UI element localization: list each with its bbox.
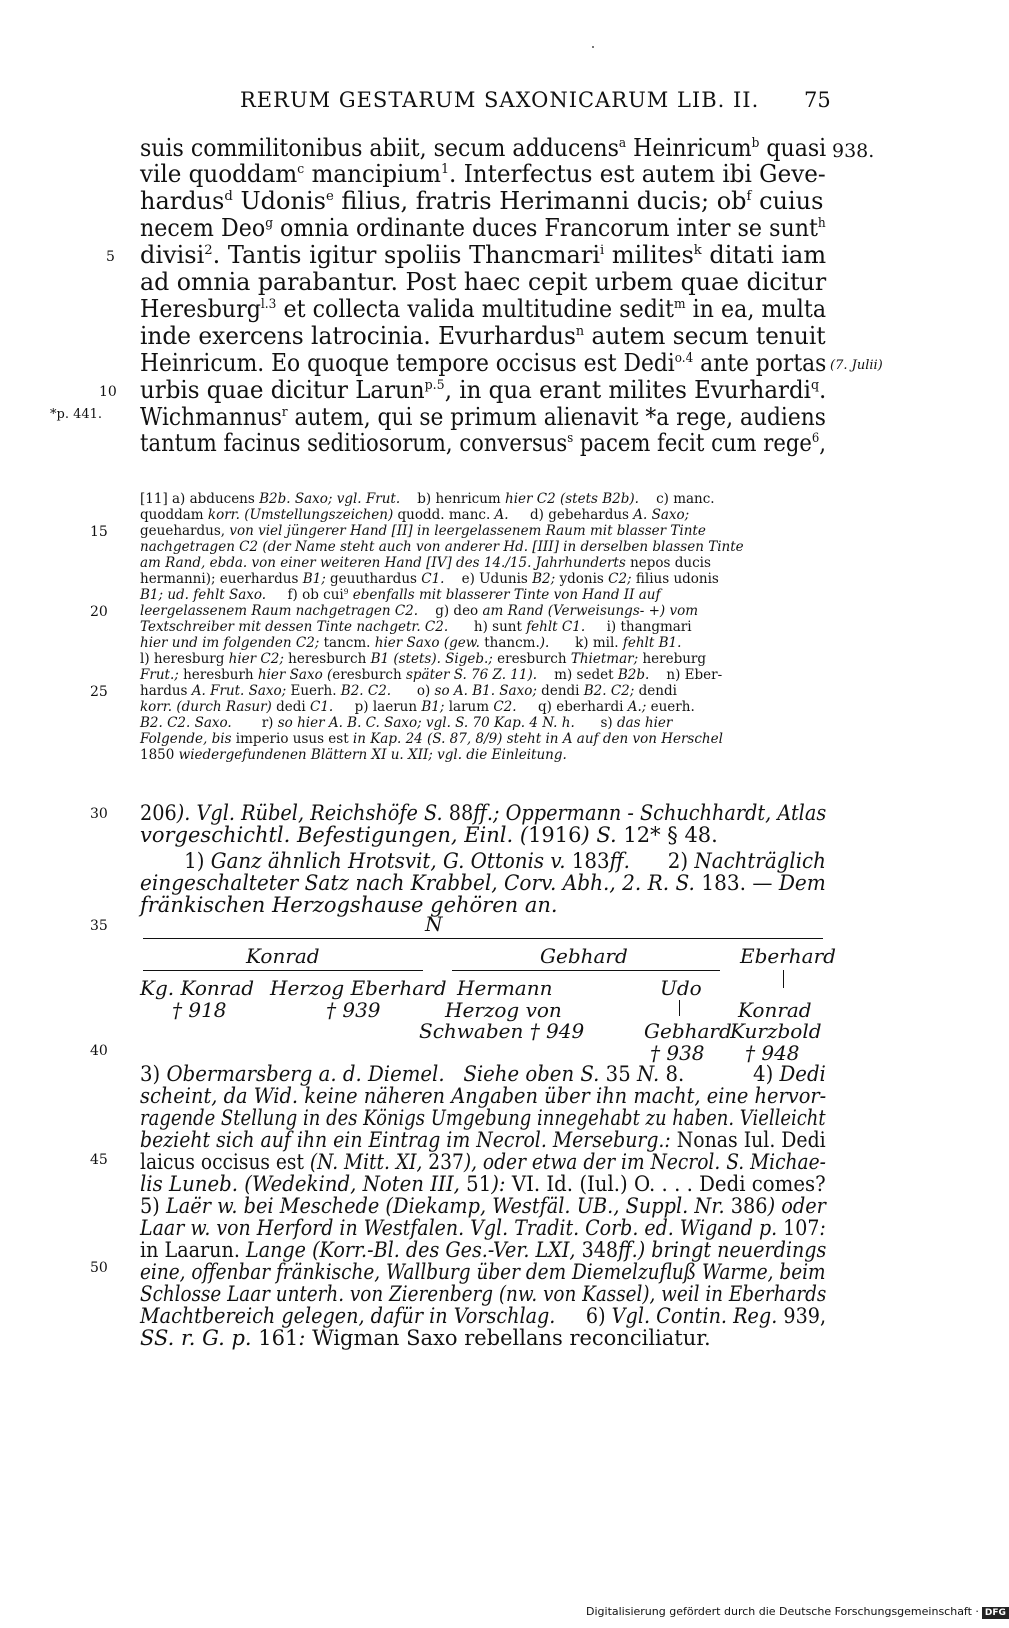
- footnote-line: hermanni); euerhardus B1; geuuthardus C1. e) Udunis B2; ydonis C2; filius udonis: [140, 571, 719, 587]
- commentary-line: fränkischen Herzogshause gehören an.: [140, 893, 558, 917]
- commentary-line: bezieht sich auf ihn ein Eintrag im Necrol. Merseburg.: Nonas Iul. Dedi: [140, 1128, 826, 1152]
- footnote-line: 1850 wiedergefundenen Blättern XI u. XII; vgl. die Einleitung.: [140, 747, 567, 763]
- line-number: 15: [90, 524, 108, 540]
- main-text-line: hardus$^d$ Udonis$^e$ filius, fratris Herimanni ducis; $ob^f$ cuius: [140, 187, 824, 215]
- main-text-line: suis commilitonibus abiit, secum adducens$^a$ Heinricum$^b$ quasi: [140, 134, 827, 162]
- main-text-line: necem Deo$^g$ omnia ordinante duces Francorum inter se sunt$^h$: [140, 214, 826, 242]
- running-header: RERUM GESTARUM SAXONICARUM LIB. II.: [240, 88, 760, 112]
- genealogy-rule: [143, 970, 423, 971]
- main-text-line: Heinricum. Eo quoque tempore occisus est Dedi$^{o.4}$ ante portas: [140, 349, 827, 377]
- commentary-line: 1) Ganz ähnlich Hrotsvit, G. Ottonis v. 183ff. 2) Nachträglich: [140, 849, 826, 873]
- footer-text: Digitalisierung gefördert durch die Deutsche Forschungsgemeinschaft ·: [586, 1605, 979, 1618]
- genealogy-person: Gebhard: [644, 1019, 732, 1043]
- genealogy-title: Schwaben † 949: [419, 1019, 585, 1043]
- footnote-line: geuehardus, von viel jüngerer Hand [II] in leergelassenem Raum mit blasser Tinte: [140, 523, 706, 539]
- footnote-line: Frut.; heresburh hier Saxo (eresburch später S. 76 Z. 11). m) sedet B2b. n) Eber-: [140, 667, 723, 683]
- footnote-line: Folgende, bis imperio usus est in Kap. 24 (S. 87, 8/9) steht in A auf den von Herschel: [140, 731, 723, 747]
- dfg-logo: DFG: [982, 1607, 1009, 1619]
- commentary-line: ragende Stellung in des Königs Umgebung innegehabt zu haben. Vielleicht: [140, 1106, 826, 1130]
- genealogy-branch-eberhard: Eberhard: [740, 944, 836, 968]
- line-number: 10: [99, 384, 117, 400]
- main-text-line: tantum facinus seditiosorum, conversus$^s$ pacem fecit cum rege$^6$,: [140, 429, 826, 457]
- genealogy-death: † 948: [745, 1041, 800, 1065]
- genealogy-death: † 939: [326, 998, 381, 1022]
- commentary-line: SS. r. G. p. 161: Wigman Saxo rebellans reconciliatur.: [140, 1326, 711, 1350]
- line-number: 45: [90, 1152, 108, 1168]
- commentary-line: laicus occisus est (N. Mitt. XI, 237), oder etwa der im Necrol. S. Michae-: [140, 1150, 826, 1174]
- commentary-line: eingeschalteter Satz nach Krabbel, Corv. Abh., 2. R. S. 183. — Dem: [140, 871, 826, 895]
- genealogy-root: N: [425, 912, 443, 936]
- footnote-line: korr. (durch Rasur) dedi C1. p) laerun B1; larum C2. q) eberhardi A.; euerh.: [140, 699, 695, 715]
- commentary-line: Schlosse Laar unterh. von Zierenberg (nw. von Kassel), weil in Eberhards: [140, 1282, 827, 1306]
- margin-page-ref: *p. 441.: [50, 407, 103, 422]
- genealogy-person: Hermann: [457, 976, 553, 1000]
- genealogy-person: Herzog Eberhard: [270, 976, 447, 1000]
- genealogy-death: † 918: [172, 998, 227, 1022]
- commentary-line: 5) Laër w. bei Meschede (Diekamp, Westfäl. UB., Suppl. Nr. 386) oder: [140, 1194, 826, 1218]
- dfg-footer: [586, 1605, 1009, 1619]
- scan-speck: [592, 46, 594, 48]
- genealogy-connector: [679, 1000, 680, 1016]
- footnote-line: nachgetragen C2 (der Name steht auch von anderer Hd. [III] in derselben blassen Tinte: [140, 539, 744, 555]
- main-text-line: Wichmannus$^r$ autem, qui se primum alienavit *a rege, audiens: [140, 403, 826, 431]
- genealogy-person: Kg. Konrad: [140, 976, 255, 1000]
- commentary-line: 206). Vgl. Rübel, Reichshöfe S. 88ff.; Oppermann - Schuchhardt, Atlas: [140, 801, 827, 825]
- footnote-line: hier und im folgenden C2; tancm. hier Saxo (gew. thancm.). k) mil. fehlt B1.: [140, 635, 682, 651]
- genealogy-rule: [143, 938, 823, 939]
- page-number: 75: [804, 88, 831, 112]
- main-text-line: ad omnia parabantur. Post haec cepit urbem quae dicitur: [140, 268, 827, 296]
- commentary-line: scheint, da Wid. keine näheren Angaben über ihn macht, eine hervor-: [140, 1084, 827, 1108]
- footnote-line: am Rand, ebda. von einer weiteren Hand [IV] des 14./15. Jahrhunderts nepos ducis: [140, 555, 711, 571]
- commentary-line: 3) Obermarsberg a. d. Diemel. Siehe oben S. 35 N. 8. 4) Dedi: [140, 1062, 826, 1086]
- line-number: 25: [90, 684, 108, 700]
- commentary-line: vorgeschichtl. Befestigungen, Einl. (1916) S. 12* § 48.: [140, 823, 718, 847]
- margin-year: 938.: [832, 140, 875, 162]
- commentary-line: Machtbereich gelegen, dafür in Vorschlag. 6) Vgl. Contin. Reg. 939,: [140, 1304, 827, 1328]
- margin-date: (7. Julii): [830, 358, 883, 373]
- genealogy-death: † 938: [650, 1041, 705, 1065]
- genealogy-rule: [452, 970, 720, 971]
- footnote-line: l) heresburg hier C2; heresburch B1 (stets). Sigeb.; eresburch Thietmar; hereburg: [140, 651, 707, 667]
- footnote-line: [11] a) abducens B2b. Saxo; vgl. Frut. b) henricum hier C2 (stets B2b). c) manc.: [140, 491, 715, 507]
- commentary-line: lis Luneb. (Wedekind, Noten III, 51): VI. Id. (Iul.) O. . . . Dedi comes?: [140, 1172, 826, 1196]
- line-number: 40: [90, 1043, 108, 1059]
- main-text-line: inde exercens latrocinia. Evurhardus$^n$ autem secum tenuit: [140, 322, 826, 350]
- footnote-line: Textschreiber mit dessen Tinte nachgetr. C2. h) sunt fehlt C1. i) thangmari: [140, 619, 692, 635]
- genealogy-person: Konrad: [738, 998, 812, 1022]
- genealogy-connector: [783, 970, 784, 988]
- commentary-line: in Laarun. Lange (Korr.-Bl. des Ges.-Ver. LXI, 348ff.) bringt neuerdings: [140, 1238, 827, 1262]
- commentary-line: eine, offenbar fränkische, Wallburg über dem Diemelzufluß Warme, beim: [140, 1260, 826, 1284]
- main-text-line: urbis quae dicitur Larun$^{p.5}$, in qua erant milites Evurhardi$^q$.: [140, 376, 827, 404]
- line-number: 50: [90, 1260, 108, 1276]
- main-text-line: divisi$^2$. Tantis igitur spoliis Thancmari$^i$ milites$^k$ ditati iam: [140, 241, 827, 269]
- genealogy-branch-konrad: Konrad: [246, 944, 320, 968]
- line-number: 5: [106, 249, 115, 265]
- line-number: 20: [90, 604, 108, 620]
- line-number: 35: [90, 918, 108, 934]
- footnote-line: leergelassenem Raum nachgetragen C2. g) deo am Rand (Verweisungs- +) vom: [140, 603, 699, 619]
- main-text-line: vile quoddam$^c$ mancipium$^1$. Interfectus est autem ibi Geve-: [140, 160, 826, 188]
- footnote-line: B1; ud. fehlt Saxo. f) ob cui$^9$ ebenfalls mit blasserer Tinte von Hand II auf: [140, 586, 661, 603]
- genealogy-person: Udo: [660, 976, 702, 1000]
- genealogy-branch-gebhard: Gebhard: [540, 944, 628, 968]
- genealogy-epithet: Kurzbold: [730, 1019, 822, 1043]
- footnote-line: hardus A. Frut. Saxo; Euerh. B2. C2. o) so A. B1. Saxo; dendi B2. C2; dendi: [140, 683, 677, 699]
- commentary-line: Laar w. von Herford in Westfalen. Vgl. Tradit. Corb. ed. Wigand p. 107:: [140, 1216, 826, 1240]
- main-text-line: Heresburg$^{l.3}$ et collecta valida multitudine sedit$^m$ in ea, multa: [140, 295, 827, 323]
- footnote-line: quoddam korr. (Umstellungszeichen) quodd. manc. A. d) gebehardus A. Saxo;: [140, 507, 690, 523]
- line-number: 30: [90, 806, 108, 822]
- genealogy-title: Herzog von: [445, 998, 562, 1022]
- footnote-line: B2. C2. Saxo. r) so hier A. B. C. Saxo; vgl. S. 70 Kap. 4 N. h. s) das hier: [140, 715, 673, 731]
